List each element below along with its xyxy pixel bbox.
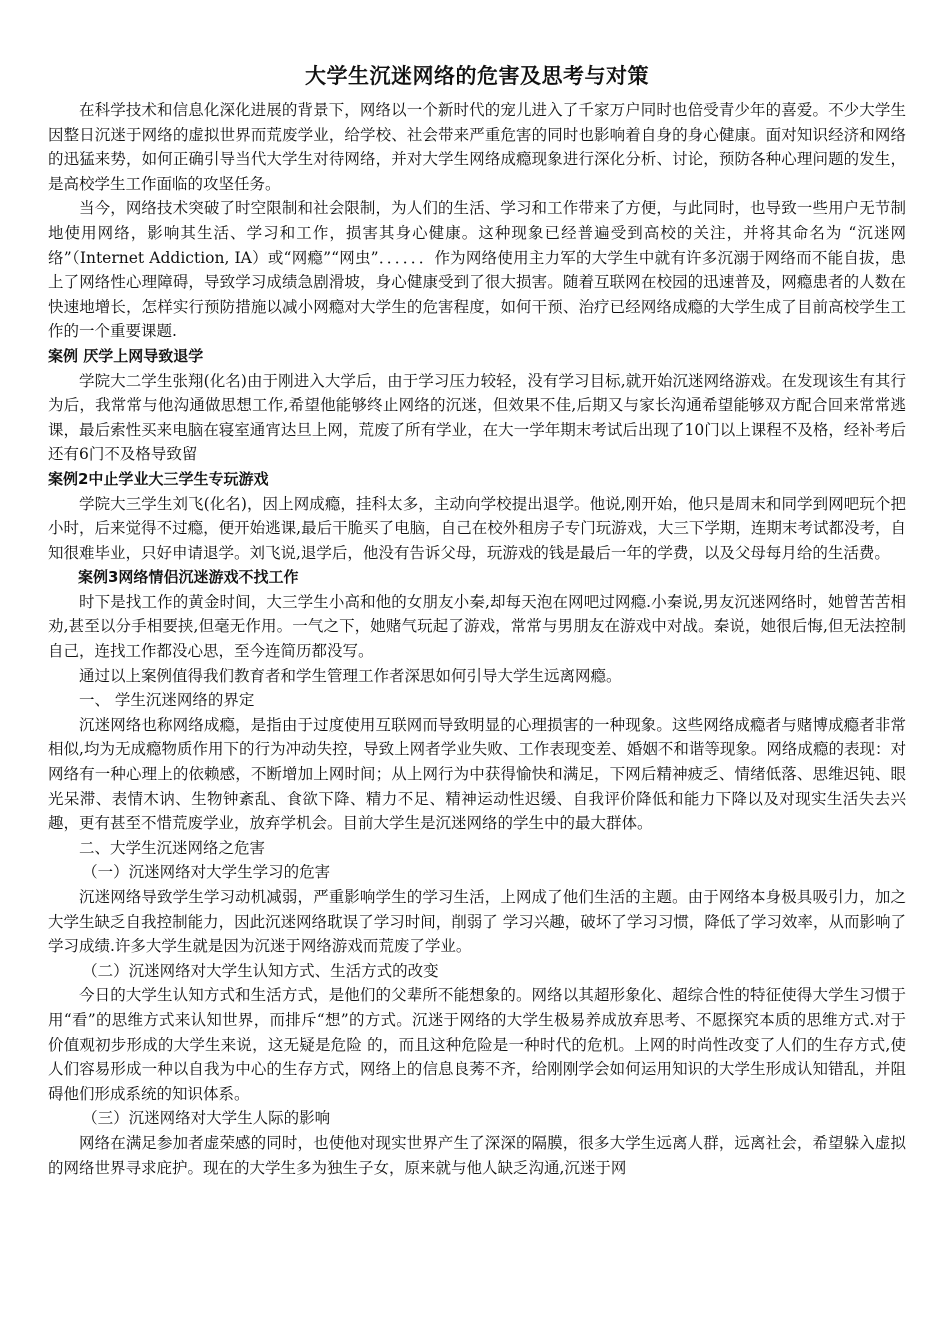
section1-body: 沉迷网络也称网络成瘾，是指由于过度使用互联网而导致明显的心理损害的一种现象。这些网络成瘾者与赌博成瘾者非常相似,均为无成瘾物质作用下的行为冲动失控，导致上网者学业失败、工作表现变差、婚姻不和谐等现象。网络成瘾的表现：对网络有一种心理上的依赖感，不断增加上网时间；从上网行为中获得愉快和满足，下网后精神疲乏、情绪低落、思维迟钝、眼 光呆滞、表情木讷、生物钟紊乱、食欲下降、精力不足、精神运动性迟缓、自我评价降低和能力下降以及对现实生活失去兴趣，更有甚至不惜荒废学业，放弃学机会。目前大学生是沉迷网络的学生中的最大群体。 <box>48 715 906 833</box>
intro-paragraph-1: 在科学技术和信息化深化进展的背景下，网络以一个新时代的宠儿进入了千家万户同时也倍受青少年的喜爱。不少大学生因整日沉迷于网络的虚拟世界而荒废学业，给学校、社会带来严重危害的同时也影响着自身的身心健康。面对知识经济和网络的迅猛来势，如何正确引导当代大学生对待网络，并对大学生网络成瘾现象进行深化分析、讨论，预防各种心理问题的发生，是高校学生工作面临的攻坚任务。 <box>48 101 906 193</box>
case2-heading: 案例2中止学业大三学生专玩游戏 <box>48 469 269 488</box>
section2-sub1-body: 沉迷网络导致学生学习动机减弱，严重影响学生的学习生活，上网成了他们生活的主题。由于网络本身极具吸引力，加之大学生缺乏自我控制能力，因此沉迷网络耽误了学习时间，削弱了 学习兴趣，破坏了学习习惯，降低了学习效率，从而影响了学习成绩.许多大学生就是因为沉迷于网络游戏而荒废了学业。 <box>48 888 906 956</box>
section2-sub3-heading: （三）沉迷网络对大学生人际的影响 <box>82 1109 331 1128</box>
case2-body: 学院大三学生刘飞(化名)，因上网成瘾，挂科太多，主动向学校提出退学。他说,刚开始，他只是周末和同学到网吧玩个把小时，后来觉得不过瘾，便开始逃课,最后干脆买了电脑，自己在校外租房子专门玩游戏，大三下学期，连期末考试都没考，自知很难毕业，只好申请退学。刘飞说,退学后，他没有告诉父母，玩游戏的钱是最后一年的学费，以及父母每月给的生活费。 <box>48 494 906 562</box>
section2-sub2-heading: （二）沉迷网络对大学生认知方式、生活方式的改变 <box>82 961 439 980</box>
section2-sub3-body: 网络在满足参加者虚荣感的同时，也使他对现实世界产生了深深的隔膜，很多大学生远离人群，远离社会，希望躲入虚拟的网络世界寻求庇护。现在的大学生多为独生子女，原来就与他人缺乏沟通,沉迷于网 <box>48 1133 906 1177</box>
intro-paragraph-2: 当今，网络技术突破了时空限制和社会限制，为人们的生活、学习和工作带来了方便，与此同时，也导致一些用户无节制地使用网络，影响其生活、学习和工作，损害其身心健康。这种现象已经普遍受到高校的关注，并将其命名为 “沉迷网络”（Internet Addiction, IA）或“网瘾”“网虫”．．．．．．作为网络使用主力军的大学生中就有许多沉溺于网络而不能自拔，患上了网络性心理障碍，导致学习成绩急剧滑坡，身心健康受到了很大损害。随着互联网在校园的迅速普及，网瘾患者的人数在快速地增长，怎样实行预防措施以减小网瘾对大学生的危害程度，如何干预、治疗已经网络成瘾的大学生成了目前高校学生工作的一个重要课题. <box>48 199 906 341</box>
case3-body: 时下是找工作的黄金时间，大三学生小高和他的女朋友小秦,却每天泡在网吧过网瘾.小秦说,男友沉迷网络时，她曾苦苦相劝,甚至以分手相要挟,但毫无作用。一气之下，她赌气玩起了游戏，常常与男朋友在游戏中对战。秦说，她很后悔,但无法控制自己，连找工作都没心思，至今连简历都没写。 <box>48 592 906 661</box>
section2-sub2-body: 今日的大学生认知方式和生活方式，是他们的父辈所不能想象的。网络以其超形象化、超综合性的特征使得大学生习惯于用“看”的思维方式来认知世界，而排斥“想”的方式。沉迷于网络的大学生极易养成放弃思考、不愿探究本质的思维方式.对于价值观初步形成的大学生来说，这无疑是危险 的，而且这种危险是一种时代的危机。上网的时尚性改变了人们的生存方式,使人们容易形成一种以自我为中心的生存方式，网络上的信息良莠不齐，给刚刚学会如何运用知识的大学生形成认知错乱，并阻碍他们形成系统的知识体系。 <box>48 986 906 1103</box>
document-title: 大学生沉迷网络的危害及思考与对策 <box>305 64 649 88</box>
case1-body: 学院大二学生张翔(化名)由于刚进入大学后，由于学习压力较轻，没有学习目标,就开始沉迷网络游戏。在发现该生有其行为后，我常常与他沟通做思想工作,希望他能够终止网络的沉迷，但效果不佳,后期又与家长沟通希望能够双方配合回来常常逃课，最后索性买来电脑在寝室通宵达旦上网，荒废了所有学业，在大一学年期末考试后出现了10门以上课程不及格，经补考后还有6门不及格导致留 <box>48 371 906 464</box>
case3-heading: 案例3网络情侣沉迷游戏不找工作 <box>78 568 299 587</box>
case-conclusion: 通过以上案例值得我们教育者和学生管理工作者深思如何引导大学生远离网瘾。 <box>79 666 622 685</box>
section1-heading: 一、 学生沉迷网络的界定 <box>79 691 255 710</box>
case1-heading: 案例 厌学上网导致退学 <box>48 346 204 365</box>
section2-heading: 二、大学生沉迷网络之危害 <box>79 838 266 857</box>
section2-sub1-heading: （一）沉迷网络对大学生学习的危害 <box>82 863 331 882</box>
